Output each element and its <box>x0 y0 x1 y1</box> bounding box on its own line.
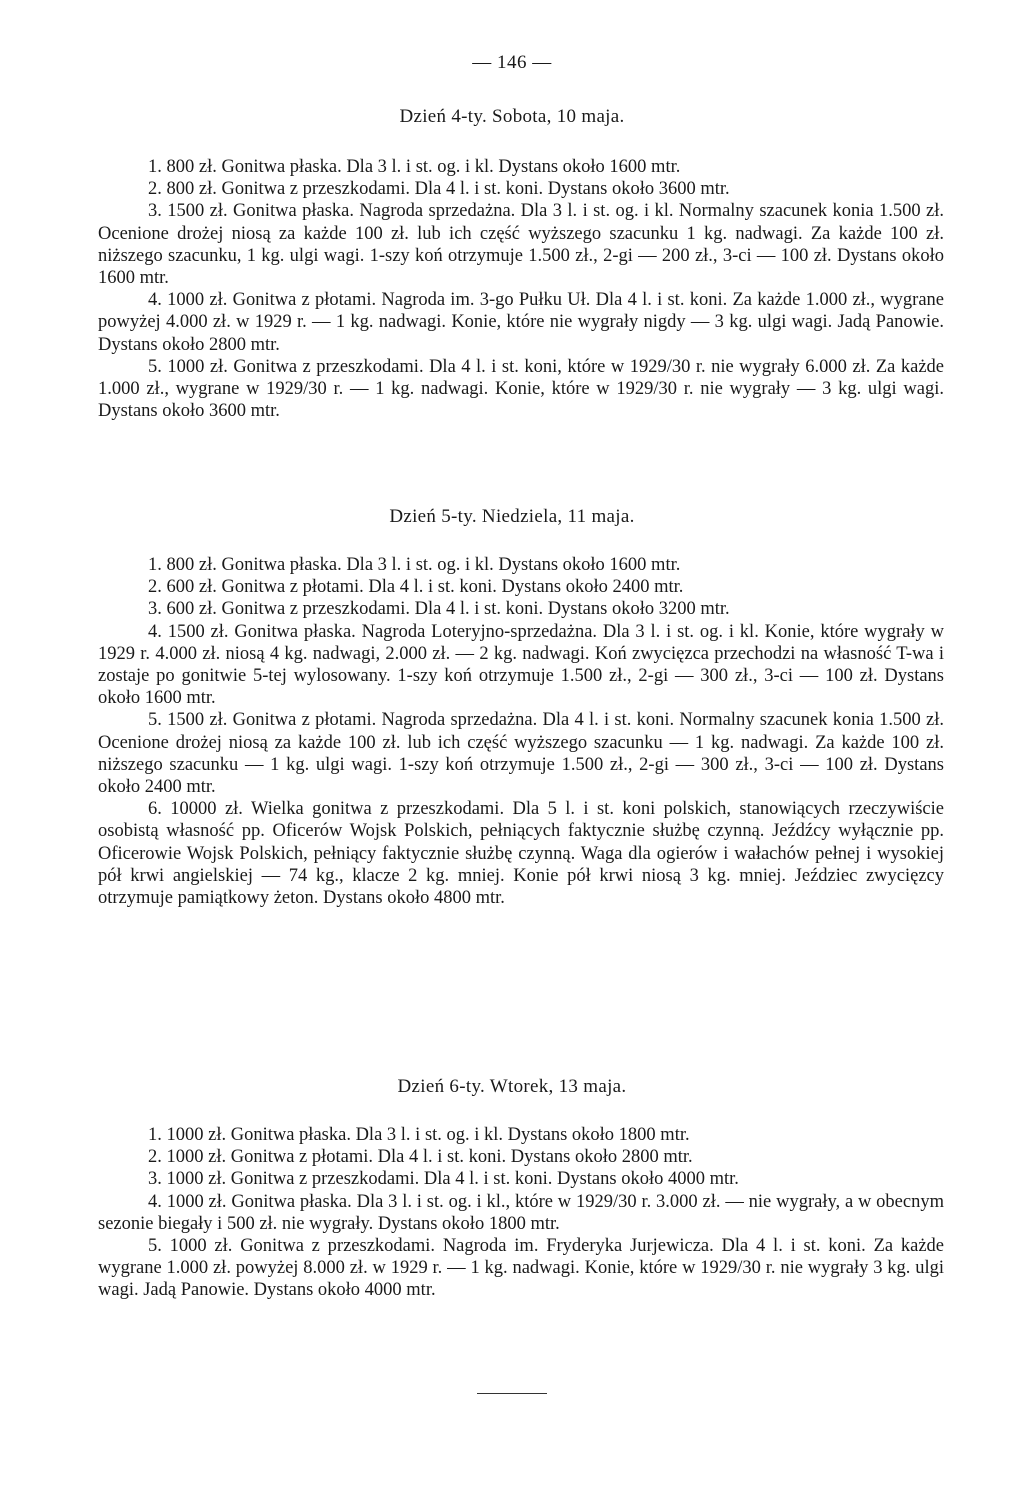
race-entry: 3. 1500 zł. Gonitwa płaska. Nagroda sprzedażna. Dla 3 l. i st. og. i kl. Normalny szacunek konia 1.500 zł. Ocenione drożej niosą za każde 100 zł. lub ich część wyższego szacunku 1 kg. nadwagi. Za każde 100 zł. niższego szacunku, 1 kg. ulgi wagi. 1-szy koń otrzymuje 1.500 zł., 2-gi — 200 zł., 3-ci — 100 zł. Dystans około 1600 mtr. <box>98 201 944 289</box>
day-heading-6: Dzień 6-ty. Wtorek, 13 maja. <box>397 1076 627 1097</box>
race-entry: 1. 800 zł. Gonitwa płaska. Dla 3 l. i st. og. i kl. Dystans około 1600 mtr. <box>148 157 681 177</box>
race-list-day-4 <box>98 156 944 422</box>
race-entry: 2. 600 zł. Gonitwa z płotami. Dla 4 l. i st. koni. Dystans około 2400 mtr. <box>148 577 684 598</box>
race-entry: 3. 600 zł. Gonitwa z przeszkodami. Dla 4 l. i st. koni. Dystans około 3200 mtr. <box>148 599 730 620</box>
race-entry: 4. 1500 zł. Gonitwa płaska. Nagroda Loteryjno-sprzedażna. Dla 3 l. i st. og. i kl. Konie, które wygrały w 1929 r. 4.000 zł. niosą 4 kg. nadwagi, 2.000 zł. — 2 kg. nadwagi. Koń zwycięzca przechodzi na własność T-wa i zostaje po gonitwie 5-tej wylosowany. 1-szy koń otrzymuje 1.500 zł., 2-gi — 300 zł., 3-ci — 100 zł. Dystans około 1600 mtr. <box>98 621 944 709</box>
race-entry: 1. 1000 zł. Gonitwa płaska. Dla 3 l. i st. og. i kl. Dystans około 1800 mtr. <box>148 1125 690 1145</box>
race-entry: 5. 1000 zł. Gonitwa z przeszkodami. Nagroda im. Fryderyka Jurjewicza. Dla 4 l. i st. koni. Za każde wygrane 1.000 zł. powyżej 8.000 zł. w 1929 r. — 1 kg. nadwagi. Konie, które w 1929/30 r. nie wygrały 3 kg. ulgi wagi. Jadą Panowie. Dystans około 4000 mtr. <box>98 1236 944 1301</box>
race-entry: 1. 800 zł. Gonitwa płaska. Dla 3 l. i st. og. i kl. Dystans około 1600 mtr. <box>148 555 681 575</box>
race-entry: 4. 1000 zł. Gonitwa płaska. Dla 3 l. i st. og. i kl., które w 1929/30 r. 3.000 zł. — nie wygrały, a w obecnym sezonie biegały i 500 zł. nie wygrały. Dystans około 1800 mtr. <box>98 1191 944 1234</box>
day-heading-5: Dzień 5-ty. Niedziela, 11 maja. <box>389 506 635 527</box>
race-entry: 5. 1000 zł. Gonitwa z przeszkodami. Dla 4 l. i st. koni, które w 1929/30 r. nie wygrały 6.000 zł. Za każde 1.000 zł., wygrane w 1929/30 r. — 1 kg. nadwagi. Konie, które w 1929/30 r. nie wygrały — 3 kg. ulgi wagi. Dystans około 3600 mtr. <box>98 356 944 422</box>
race-list-day-6 <box>98 1124 944 1302</box>
end-divider <box>477 1393 547 1394</box>
race-entry: 4. 1000 zł. Gonitwa z płotami. Nagroda im. 3-go Pułku Uł. Dla 4 l. i st. koni. Za każde 1.000 zł., wygrane powyżej 4.000 zł. w 1929 r. — 1 kg. nadwagi. Konie, które nie wygrały nigdy — 3 kg. ulgi wagi. Jadą Panowie. Dystans około 2800 mtr. <box>98 290 944 355</box>
race-list-day-5 <box>98 554 944 909</box>
race-entry: 3. 1000 zł. Gonitwa z przeszkodami. Dla 4 l. i st. koni. Dystans około 4000 mtr. <box>148 1169 739 1190</box>
race-entry: 2. 1000 zł. Gonitwa z płotami. Dla 4 l. i st. koni. Dystans około 2800 mtr. <box>148 1147 693 1168</box>
race-entry: 5. 1500 zł. Gonitwa z płotami. Nagroda sprzedażna. Dla 4 l. i st. koni. Normalny szacunek konia 1.500 zł. Ocenione drożej niosą za każde 100 zł. lub ich część wyższego szacunku — 1 kg. nadwagi. Za każde 100 zł. niższego szacunku — 1 kg. ulgi wagi. 1-szy koń otrzymuje 1.500 zł., 2-gi — 300 zł., 3-ci — 100 zł. Dystans około 2400 mtr. <box>98 710 944 798</box>
day-heading-4: Dzień 4-ty. Sobota, 10 maja. <box>399 106 625 127</box>
page-number: — 146 — <box>472 52 552 73</box>
race-entry: 2. 800 zł. Gonitwa z przeszkodami. Dla 4 l. i st. koni. Dystans około 3600 mtr. <box>148 179 730 200</box>
race-entry: 6. 10000 zł. Wielka gonitwa z przeszkodami. Dla 5 l. i st. koni polskich, stanowiących rzeczywiście osobistą własność pp. Oficerów Wojsk Polskich, pełniących faktycznie służbę czynną. Jeźdźcy wyłącznie pp. Oficerowie Wojsk Polskich, pełniący faktycznie służbę czynną. Waga dla ogierów i wałachów pełnej i wysokiej pół krwi angielskiej — 74 kg., klacze 2 kg. mniej. Konie pół krwi niosą 3 kg. mniej. Jeździec zwycięzcy otrzymuje pamiątkowy żeton. Dystans około 4800 mtr. <box>98 799 944 909</box>
